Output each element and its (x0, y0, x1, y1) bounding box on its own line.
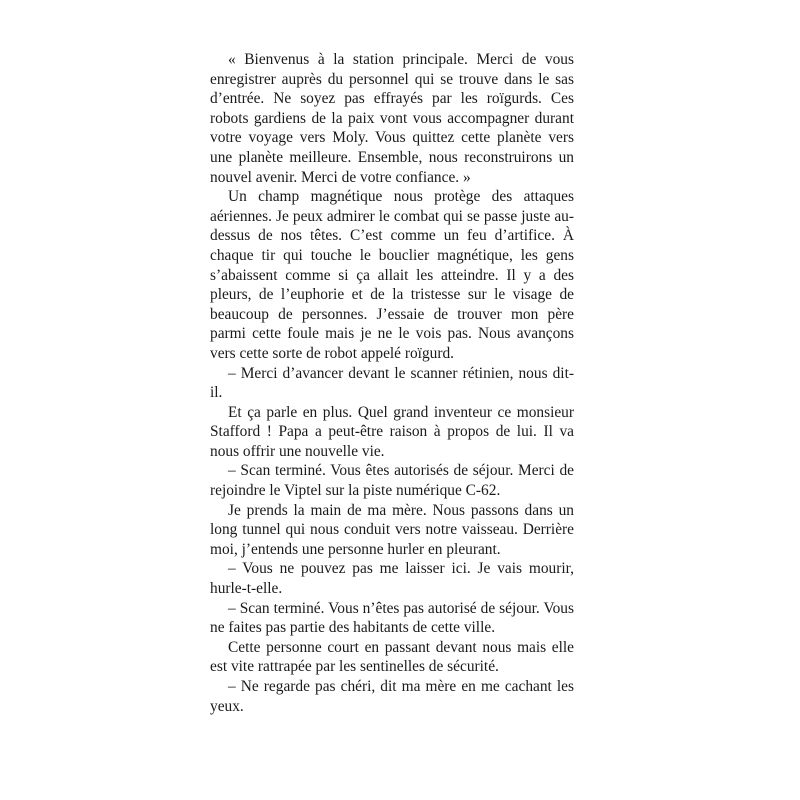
paragraph-dialogue-scanner: – Merci d’avancer devant le scanner rétinien, nous dit-il. (210, 364, 574, 402)
paragraph-stafford: Et ça parle en plus. Quel grand inventeur ce monsieur Stafford ! Papa a peut-être raison à propos de lui. Il va nous offrir une nouvelle vie. (210, 403, 574, 460)
paragraph-sentinels: Cette personne court en passant devant nous mais elle est vite rattrapée par les sentinelles de sécurité. (210, 638, 574, 676)
paragraph-dialogue-not-authorized: – Scan terminé. Vous n’êtes pas autorisé de séjour. Vous ne faites pas partie des habitants de cette ville. (210, 599, 574, 637)
paragraph-magnetic-field: Un champ magnétique nous protège des attaques aériennes. Je peux admirer le combat qui se passe juste au-dessus de nos têtes. C’est comme un feu d’artifice. À chaque tir qui touche le bouclier magnétique, les gens s’abaissent comme si ça allait les atteindre. Il y a des pleurs, de l’euphorie et de la tristesse sur le visage de beaucoup de personnes. J’essaie de trouver mon père parmi cette foule mais je ne le vois pas. Nous avançons vers cette sorte de robot appelé roïgurd. (210, 188, 574, 362)
paragraph-announcement: « Bienvenus à la station principale. Merci de vous enregistrer auprès du personnel qui se trouve dans le sas d’entrée. Ne soyez pas effrayés par les roïgurds. Ces robots gardiens de la paix vont vous accompagner durant votre voyage vers Moly. Vous quittez cette planète vers une planète meilleure. Ensemble, nous reconstruirons un nouvel avenir. Merci de votre confiance. » (210, 51, 574, 186)
paragraph-dialogue-scream: – Vous ne pouvez pas me laisser ici. Je vais mourir, hurle-t-elle. (210, 560, 574, 598)
paragraph-dialogue-authorized: – Scan terminé. Vous êtes autorisés de séjour. Merci de rejoindre le Viptel sur la piste numérique C-62. (210, 462, 574, 500)
book-page-text (210, 50, 574, 716)
paragraph-tunnel: Je prends la main de ma mère. Nous passons dans un long tunnel qui nous conduit vers notre vaisseau. Derrière moi, j’entends une personne hurler en pleurant. (210, 501, 574, 558)
paragraph-dialogue-mother: – Ne regarde pas chéri, dit ma mère en me cachant les yeux. (210, 678, 574, 715)
